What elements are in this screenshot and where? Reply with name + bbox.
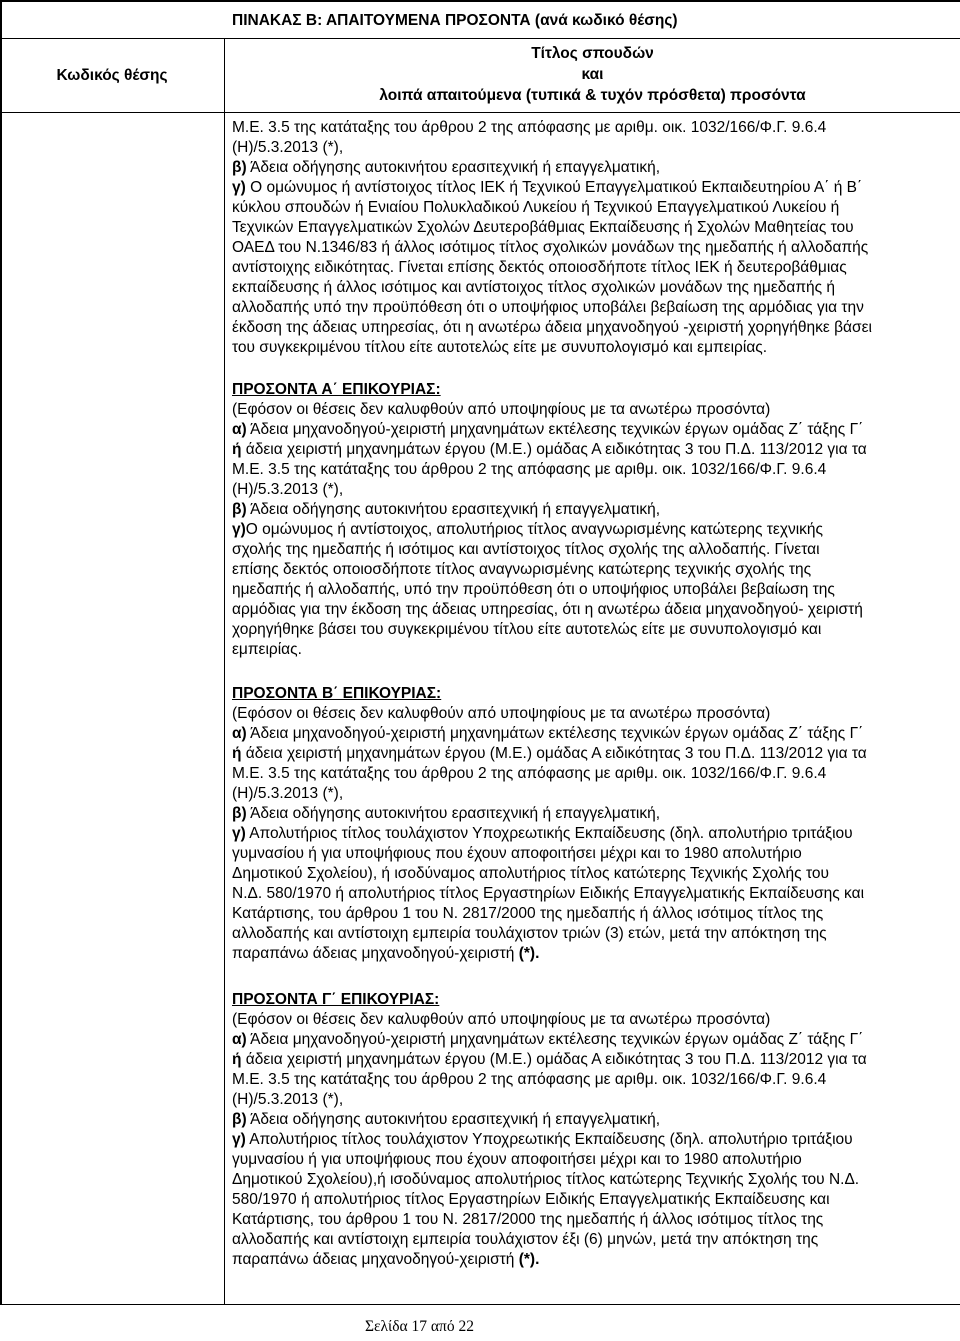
header-qualifications-column [225, 40, 960, 112]
table-top-border [0, 0, 960, 2]
text-line: β) Άδεια οδήγησης αυτοκινήτου ερασιτεχνική ή επαγγελματική, [232, 1111, 661, 1128]
text-line: γυμνασίου ή για υποψήφιους που έχουν αποφοιτήσει μέχρι και το 1980 απολυτήριο [232, 1151, 802, 1168]
text-line: σχολής της ημεδαπής ή ισότιμος και αντίστοιχος τίτλος σχολής της αλλοδαπής. Γίνεται [232, 541, 820, 558]
text-line: (Η)/5.3.2013 (*), [232, 785, 344, 802]
text-line: γ) Απολυτήριος τίτλος τουλάχιστον Υποχρεωτικής Εκπαίδευσης (δηλ. απολυτήριο τριτάξιου [232, 1131, 853, 1148]
column-divider [224, 38, 225, 1305]
table-bottom-border [0, 1304, 960, 1305]
text-line: (Εφόσον οι θέσεις δεν καλυφθούν από υποψηφίους με τα ανωτέρω προσόντα) [232, 1011, 771, 1028]
text-line: εμπειρίας. [232, 641, 302, 658]
text-line: χορηγήθηκε βάσει του συγκεκριμένου τίτλου είτε αυτοτελώς είτε με συνυπολογισμό και [232, 621, 822, 638]
text-line: Μ.Ε. 3.5 της κατάταξης του άρθρου 2 της απόφασης με αριθμ. οικ. 1032/166/Φ.Γ. 9.6.4 [232, 119, 827, 136]
header-code-label: Κωδικός θέσης [56, 67, 168, 84]
text-line: Ν.Δ. 580/1970 ή απολυτήριος τίτλος Εργαστηρίων Ειδικής Επαγγελματικής Εκπαίδευσης και [232, 885, 865, 902]
text-line: του συγκεκριμένου τίτλου είτε αυτοτελώς είτε με συνυπολογισμό και εμπειρίας. [232, 339, 768, 356]
text-line: αλλοδαπής υπό την προϋπόθεση ότι ο υποψήφιος υποβάλει βεβαίωση της αρμόδιας για την [232, 299, 864, 316]
text-line: ή άδεια χειριστή μηχανημάτων έργου (Μ.Ε.) ομάδας Α ειδικότητας 3 του Π.Δ. 113/2012 για τα [232, 745, 867, 762]
header-code-column [0, 40, 224, 112]
table-left-border [0, 0, 2, 1305]
text-line: β) Άδεια οδήγησης αυτοκινήτου ερασιτεχνική ή επαγγελματική, [232, 159, 661, 176]
text-line: κύκλου σπουδών ή Ενιαίου Πολυκλαδικού Λυκείου ή Τεχνικού Επαγγελματικού Λυκείου ή [232, 199, 840, 216]
text-line: ΟΑΕΔ του Ν.1346/83 ή άλλος ισότιμος τίτλος σχολικών μονάδων της ημεδαπής ή αλλοδαπής [232, 239, 869, 256]
text-line: αρμόδιας για την έκδοση της άδειας υπηρεσίας, ότι η ανωτέρω άδεια μηχανοδηγού- χειριστή [232, 601, 863, 618]
text-line: β) Άδεια οδήγησης αυτοκινήτου ερασιτεχνική ή επαγγελματική, [232, 501, 661, 518]
text-line: αντίστοιχης ειδικότητας. Γίνεται επίσης δεκτός οποιοσδήποτε τίτλος ΙΕΚ ή δευτεροβάθμιας [232, 259, 847, 276]
text-line: αλλοδαπής και αντίστοιχη εμπειρία τουλάχιστον έξι (6) μηνών, μετά την απόκτηση της [232, 1231, 819, 1248]
text-line: αλλοδαπής και αντίστοιχη εμπειρία τουλάχιστον τριών (3) ετών, μετά την απόκτηση της [232, 925, 827, 942]
text-line: α) Άδεια μηχανοδηγού-χειριστή μηχανημάτων εκτέλεσης τεχνικών έργων ομάδας Ζ΄ τάξης Γ΄ [232, 1031, 864, 1048]
text-line: ημεδαπής ή αλλοδαπής, υπό την προϋπόθεση ότι ο υποψήφιος υποβάλει βεβαίωση της [232, 581, 835, 598]
title-divider [0, 38, 960, 39]
table-title: ΠΙΝΑΚΑΣ Β: ΑΠΑΙΤΟΥΜΕΝΑ ΠΡΟΣΟΝΤΑ (ανά κωδικό θέσης) [232, 12, 678, 29]
text-line: επίσης δεκτός οποιοσδήποτε τίτλος αναγνωρισμένης κατώτερης τεχνικής σχολής της [232, 561, 812, 578]
section-heading: ΠΡΟΣΟΝΤΑ Α΄ ΕΠΙΚΟΥΡΙΑΣ: [232, 381, 441, 398]
text-line: Μ.Ε. 3.5 της κατάταξης του άρθρου 2 της απόφασης με αριθμ. οικ. 1032/166/Φ.Γ. 9.6.4 [232, 765, 827, 782]
text-line: παραπάνω άδειας μηχανοδηγού-χειριστή (*). [232, 1251, 540, 1268]
text-line: 580/1970 ή απολυτήριος τίτλος Εργαστηρίων Ειδικής Επαγγελματικής Εκπαίδευσης και [232, 1191, 830, 1208]
text-line: Κατάρτισης, του άρθρου 1 του Ν. 2817/2000 της ημεδαπής ή άλλος ισότιμος τίτλος της [232, 1211, 824, 1228]
text-line: γ) Απολυτήριος τίτλος τουλάχιστον Υποχρεωτικής Εκπαίδευσης (δηλ. απολυτήριο τριτάξιου [232, 825, 853, 842]
text-line: Τεχνικών Επαγγελματικών Σχολών Δευτεροβάθμιας Εκπαίδευσης ή Σχολών Μαθητείας του [232, 219, 854, 236]
header-qualifications-line-1: Τίτλος σπουδών [531, 45, 654, 62]
text-line: Μ.Ε. 3.5 της κατάταξης του άρθρου 2 της απόφασης με αριθμ. οικ. 1032/166/Φ.Γ. 9.6.4 [232, 1071, 827, 1088]
text-line: α) Άδεια μηχανοδηγού-χειριστή μηχανημάτων εκτέλεσης τεχνικών έργων ομάδας Ζ΄ τάξης Γ΄ [232, 421, 864, 438]
text-line: β) Άδεια οδήγησης αυτοκινήτου ερασιτεχνική ή επαγγελματική, [232, 805, 661, 822]
text-line: Μ.Ε. 3.5 της κατάταξης του άρθρου 2 της απόφασης με αριθμ. οικ. 1032/166/Φ.Γ. 9.6.4 [232, 461, 827, 478]
text-line: ή άδεια χειριστή μηχανημάτων έργου (Μ.Ε.) ομάδας Α ειδικότητας 3 του Π.Δ. 113/2012 για τα [232, 441, 867, 458]
text-line: (Η)/5.3.2013 (*), [232, 481, 344, 498]
text-line: ή άδεια χειριστή μηχανημάτων έργου (Μ.Ε.) ομάδας Α ειδικότητας 3 του Π.Δ. 113/2012 για τα [232, 1051, 867, 1068]
text-line: (Η)/5.3.2013 (*), [232, 1091, 344, 1108]
text-line: γυμνασίου ή για υποψήφιους που έχουν αποφοιτήσει μέχρι και το 1980 απολυτήριο [232, 845, 802, 862]
text-line: έκδοση της άδειας υπηρεσίας, ότι η ανωτέρω άδεια μηχανοδηγού -χειριστή χορηγήθηκε βάσει [232, 319, 872, 336]
text-line: γ) Ο ομώνυμος ή αντίστοιχος τίτλος ΙΕΚ ή Τεχνικού Επαγγελματικού Εκπαιδευτηρίου Α΄ ή Β΄ [232, 179, 863, 196]
page-number: Σελίδα 17 από 22 [365, 1318, 474, 1335]
text-line: εκπαίδευσης ή άλλος ισότιμος και αντίστοιχος τίτλος σχολικών μονάδων της ημεδαπής ή [232, 279, 836, 296]
text-line: (Εφόσον οι θέσεις δεν καλυφθούν από υποψηφίους με τα ανωτέρω προσόντα) [232, 401, 771, 418]
section-heading: ΠΡΟΣΟΝΤΑ Γ΄ ΕΠΙΚΟΥΡΙΑΣ: [232, 991, 440, 1008]
header-qualifications-line-3: λοιπά απαιτούμενα (τυπικά & τυχόν πρόσθετα) προσόντα [379, 87, 806, 104]
text-line: Δημοτικού Σχολείου),ή ισοδύναμος απολυτήριος τίτλος κατώτερης Τεχνικής Σχολής του Ν.Δ. [232, 1171, 860, 1188]
text-line: Κατάρτισης, του άρθρου 1 του Ν. 2817/2000 της ημεδαπής ή άλλος ισότιμος τίτλος της [232, 905, 824, 922]
header-divider [0, 112, 960, 113]
text-line: παραπάνω άδειας μηχανοδηγού-χειριστή (*). [232, 945, 540, 962]
text-line: α) Άδεια μηχανοδηγού-χειριστή μηχανημάτων εκτέλεσης τεχνικών έργων ομάδας Ζ΄ τάξης Γ΄ [232, 725, 864, 742]
text-line: (Εφόσον οι θέσεις δεν καλυφθούν από υποψηφίους με τα ανωτέρω προσόντα) [232, 705, 771, 722]
section-heading: ΠΡΟΣΟΝΤΑ Β΄ ΕΠΙΚΟΥΡΙΑΣ: [232, 685, 442, 702]
text-line: γ)Ο ομώνυμος ή αντίστοιχος, απολυτήριος τίτλος αναγνωρισμένης κατώτερης τεχνικής [232, 521, 823, 538]
header-qualifications-line-2: και [581, 66, 604, 83]
text-line: (Η)/5.3.2013 (*), [232, 139, 344, 156]
text-line: Δημοτικού Σχολείου), ή ισοδύναμος απολυτήριος τίτλος κατώτερης Τεχνικής Σχολής του [232, 865, 829, 882]
